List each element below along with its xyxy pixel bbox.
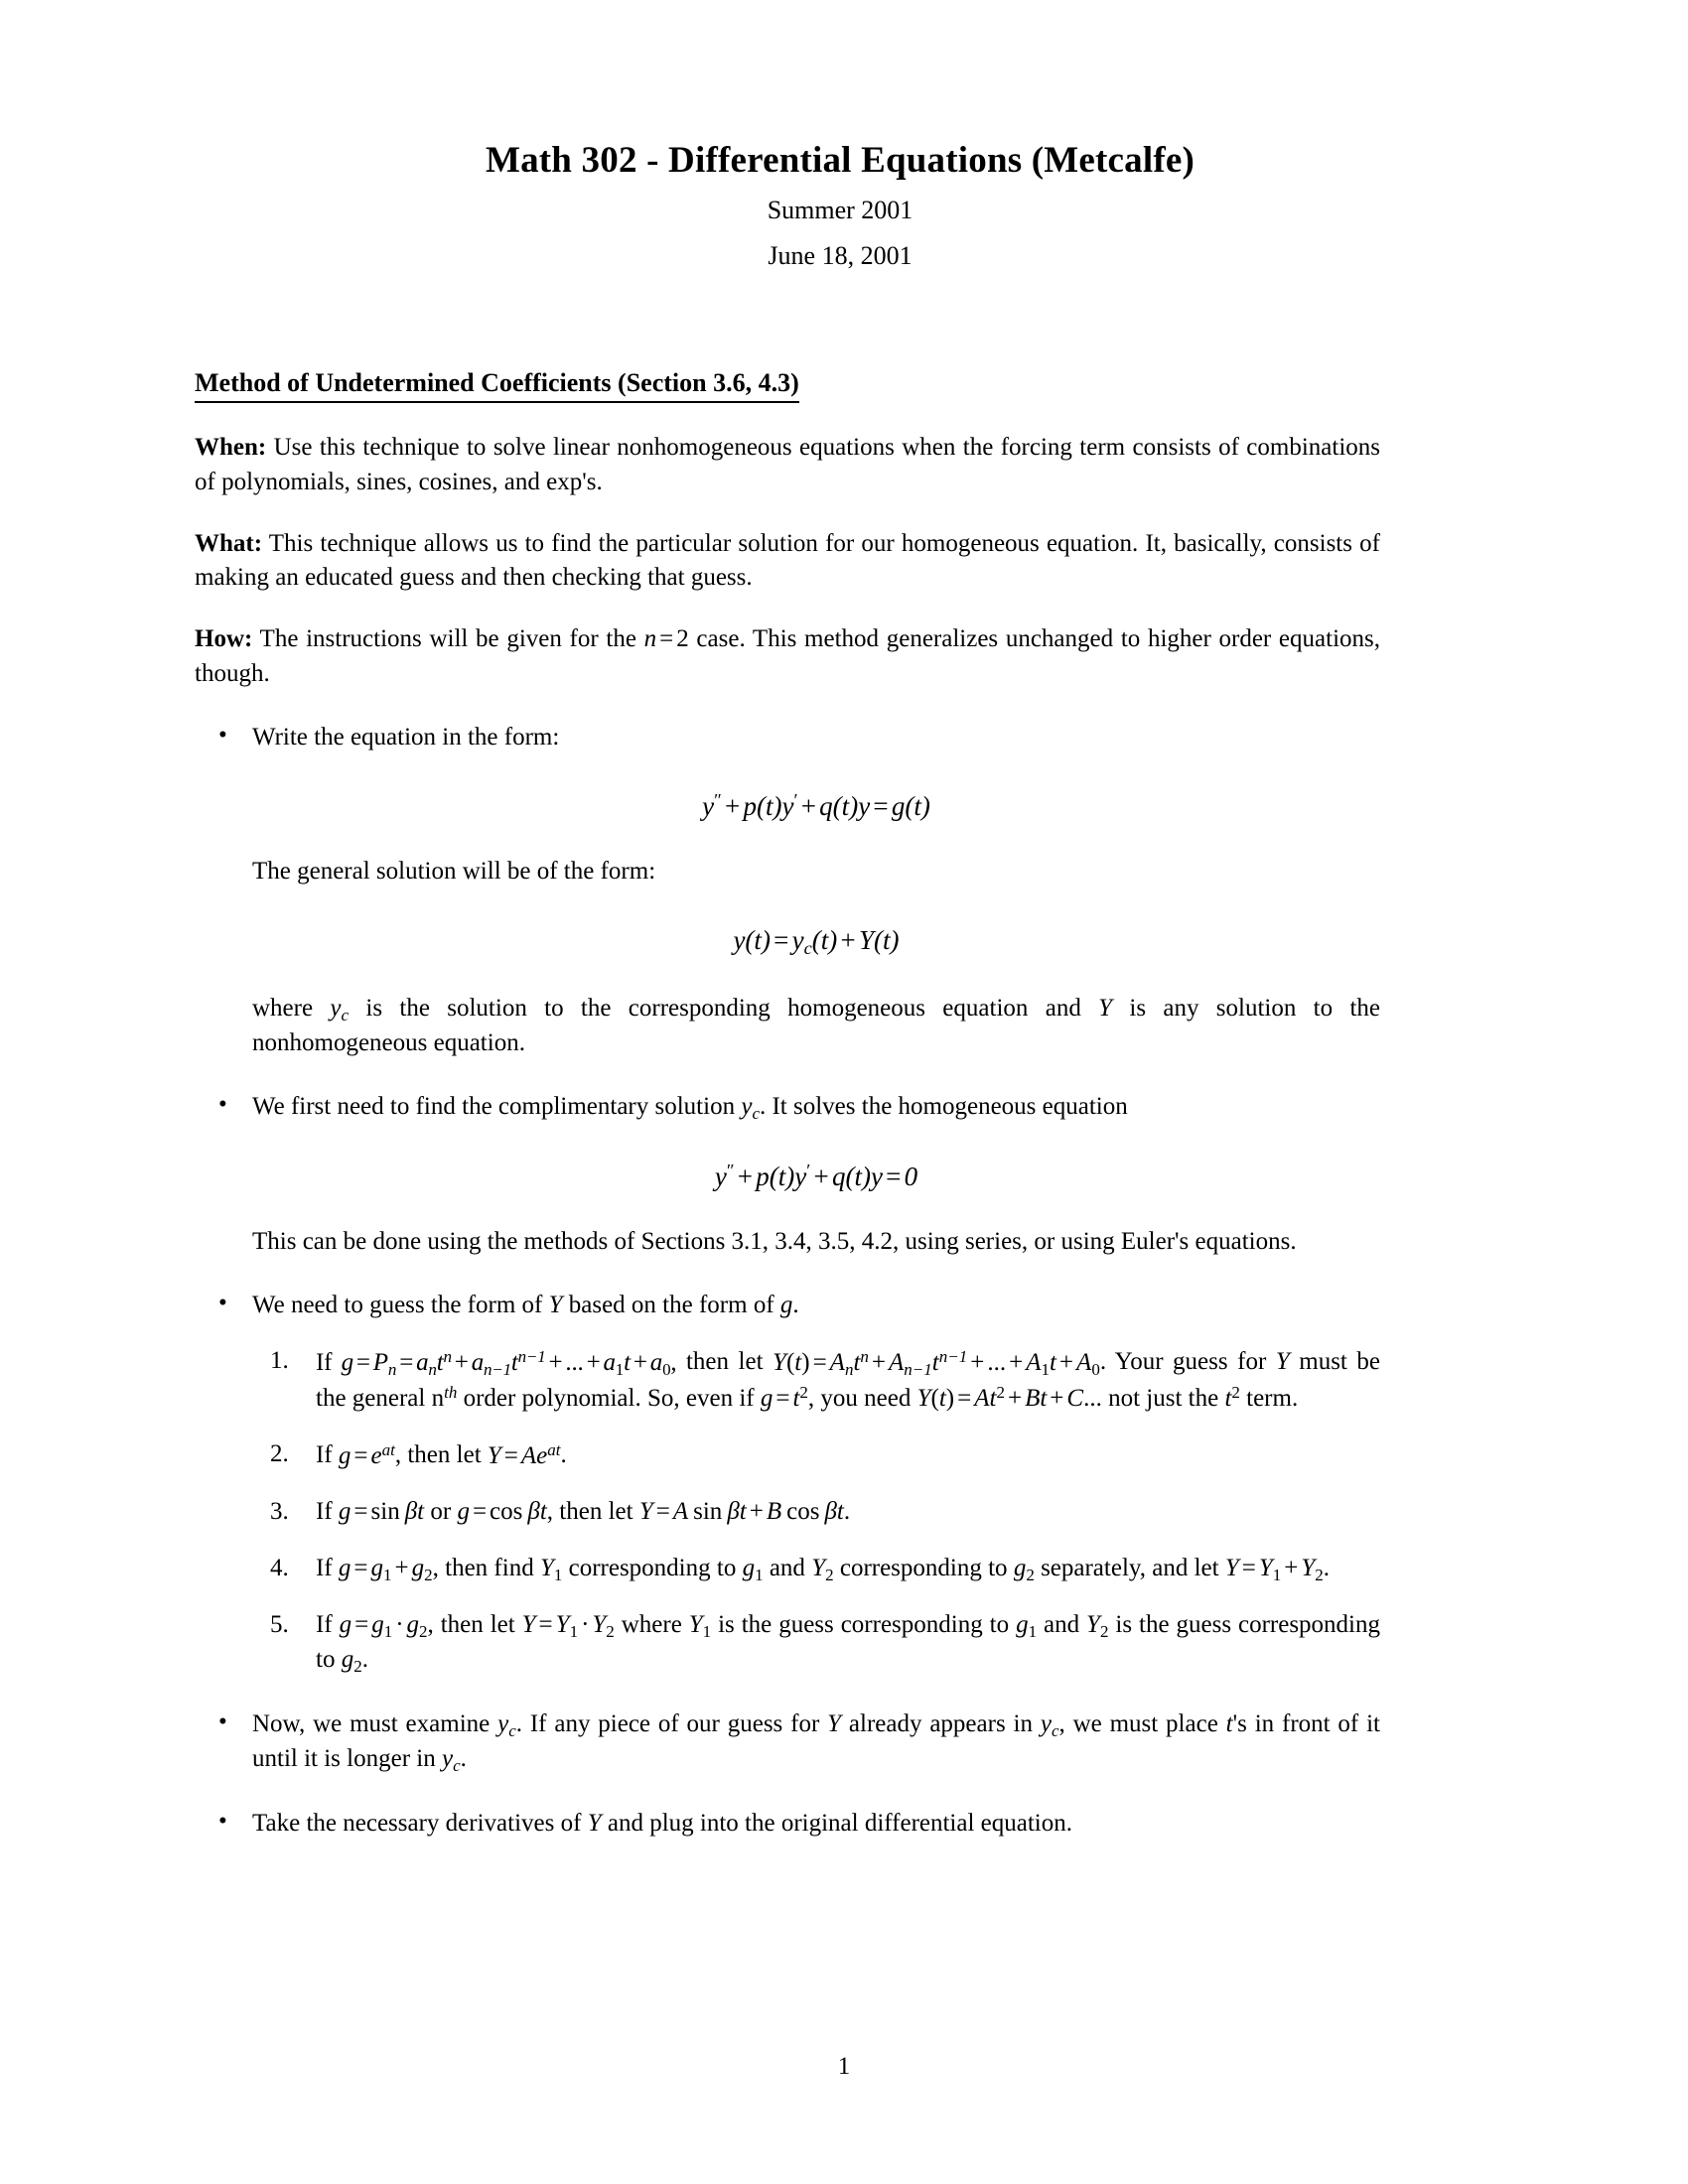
equation-general-form: y″ + p(t)y′ + q(t)y = g(t) bbox=[702, 790, 930, 822]
b1-a2-a: where bbox=[252, 994, 331, 1022]
how-text-a: The instructions will be given for the bbox=[252, 625, 644, 653]
how-label: How: bbox=[195, 625, 253, 653]
bullet-1-text: Write the equation in the form: bbox=[252, 723, 560, 751]
bullet-4-f: . bbox=[460, 1745, 467, 1773]
bullet-guess-form bbox=[195, 1289, 1380, 1678]
paragraph-how bbox=[195, 622, 1380, 691]
what-label: What: bbox=[195, 529, 263, 557]
b4-t: t bbox=[1225, 1710, 1233, 1738]
equation-general-solution: $y(t) = y_c(t) + Y(t)$ bbox=[733, 925, 900, 959]
b4-yc3: $y_c$ bbox=[441, 1745, 461, 1776]
bullet-examine-yc bbox=[195, 1707, 1380, 1777]
equation-homogeneous: y″ + p(t)y′ + q(t)y = 0 bbox=[714, 1160, 918, 1191]
title-block bbox=[195, 0, 1485, 273]
bullet-2-after: This can be done using the methods of Sections 3.1, 3.4, 3.5, 4.2, using series, or using Euler's equations. bbox=[252, 1227, 1297, 1255]
paragraph-when bbox=[195, 431, 1380, 499]
how-text-b: case. This method generalizes unchanged to higher order equations, though. bbox=[195, 625, 1380, 687]
bullet-4-d: , we must place bbox=[1058, 1710, 1226, 1738]
bullet-3-text-b: based on the form of bbox=[562, 1292, 780, 1319]
b1-yc: $y_c$ bbox=[330, 994, 350, 1024]
bullet-3-text-c: . bbox=[792, 1292, 799, 1319]
bullet-4-e: 's in front of it until it is longer in bbox=[252, 1710, 1381, 1773]
guess-rule-sum: If g = g1 + g2, then find Y1 corresponding to g1 and Y2 corresponding to g2 separately, and let Y = Y1 + Y2. bbox=[316, 1554, 1331, 1584]
paragraph-what bbox=[195, 527, 1380, 596]
when-text: Use this technique to solve linear nonhomogeneous equations when the forcing term consists of combinations of polynomials, sines, cosines, and exp's. bbox=[195, 434, 1380, 495]
bullet-take-derivatives bbox=[195, 1807, 1380, 1841]
guess-rule-polynomial: If $g = P_n = a_nt^n + a_{n-1}t^{n-1}$ + ... + a1t + a0, then let $Y(t) = A_nt^n + A_{n-1}t^{n-1}$ + ... + A1t + A0. Your guess for Y must be the general $n^{th}$ order polynomial. So, even if $g = t^2$, you need $Y(t) = At^2 + Bt + C$... not just the $t^2$ term. bbox=[316, 1346, 1381, 1412]
document-term: Summer 2001 bbox=[767, 195, 914, 224]
section-heading-wrap bbox=[195, 273, 1380, 403]
section-heading: Method of Undetermined Coefficients (Section 3.6, 4.3) bbox=[195, 368, 799, 403]
page-number: 1 bbox=[837, 2053, 851, 2080]
b4-yc2: $y_c$ bbox=[1040, 1710, 1059, 1740]
b4-yc: $y_c$ bbox=[497, 1710, 516, 1740]
b1-a2-b: is the solution to the corresponding homogeneous equation and bbox=[349, 994, 1099, 1022]
what-text: This technique allows us to find the particular solution for our homogeneous equation. It, basically, consists of making an educated guess and then checking that guess. bbox=[195, 529, 1380, 592]
bullet-5-b: and plug into the original differential equation. bbox=[601, 1810, 1073, 1838]
b5-Y: Y bbox=[587, 1810, 602, 1838]
b4-Y: Y bbox=[827, 1710, 842, 1738]
page-title: Math 302 - Differential Equations (Metcalfe) bbox=[485, 140, 1196, 181]
guess-rules-list bbox=[252, 1344, 1380, 1678]
when-label: When: bbox=[195, 434, 267, 462]
bullet-5-a: Take the necessary derivatives of bbox=[252, 1810, 588, 1838]
bullet-4-b: . If any piece of our guess for bbox=[515, 1710, 828, 1738]
bullet-2-text-a: We first need to find the complimentary solution bbox=[252, 1092, 742, 1120]
how-math-n: n = 2 bbox=[643, 625, 689, 653]
main-bullet-list bbox=[195, 721, 1485, 1842]
bullet-4-c: already appears in bbox=[841, 1710, 1041, 1738]
guess-rule-trigonometric: If g = sin βt or g = cos βt, then let Y = A sin βt + B cos βt. bbox=[316, 1498, 851, 1526]
b1-a2-c: is any solution to the nonhomogeneous equation. bbox=[252, 994, 1380, 1056]
b1-Y: Y bbox=[1098, 994, 1113, 1022]
document-date: June 18, 2001 bbox=[768, 240, 913, 270]
page-content bbox=[195, 0, 1485, 1842]
bullet-3-text-a: We need to guess the form of bbox=[252, 1292, 549, 1319]
bullet-4-a: Now, we must examine bbox=[252, 1710, 498, 1738]
bullet-2-text-b: . It solves the homogeneous equation bbox=[759, 1092, 1128, 1120]
guess-rule-exponential: If $g = e^{at}$, then let $Y = Ae^{at}$. bbox=[316, 1439, 567, 1469]
b3-Y: Y bbox=[548, 1292, 563, 1319]
b2-yc: $y_c$ bbox=[741, 1092, 760, 1123]
b3-g: g bbox=[779, 1292, 793, 1319]
bullet-write-equation bbox=[195, 721, 1380, 1060]
guess-rule-product: If g = g1 · g2, then let Y = Y1 · Y2 where Y1 is the guess corresponding to g1 and Y2 is the guess corresponding to g2. bbox=[316, 1610, 1381, 1676]
bullet-1-after2 bbox=[252, 992, 1380, 1060]
bullet-1-after: The general solution will be of the form: bbox=[252, 858, 656, 886]
bullet-complimentary-solution bbox=[195, 1090, 1380, 1259]
